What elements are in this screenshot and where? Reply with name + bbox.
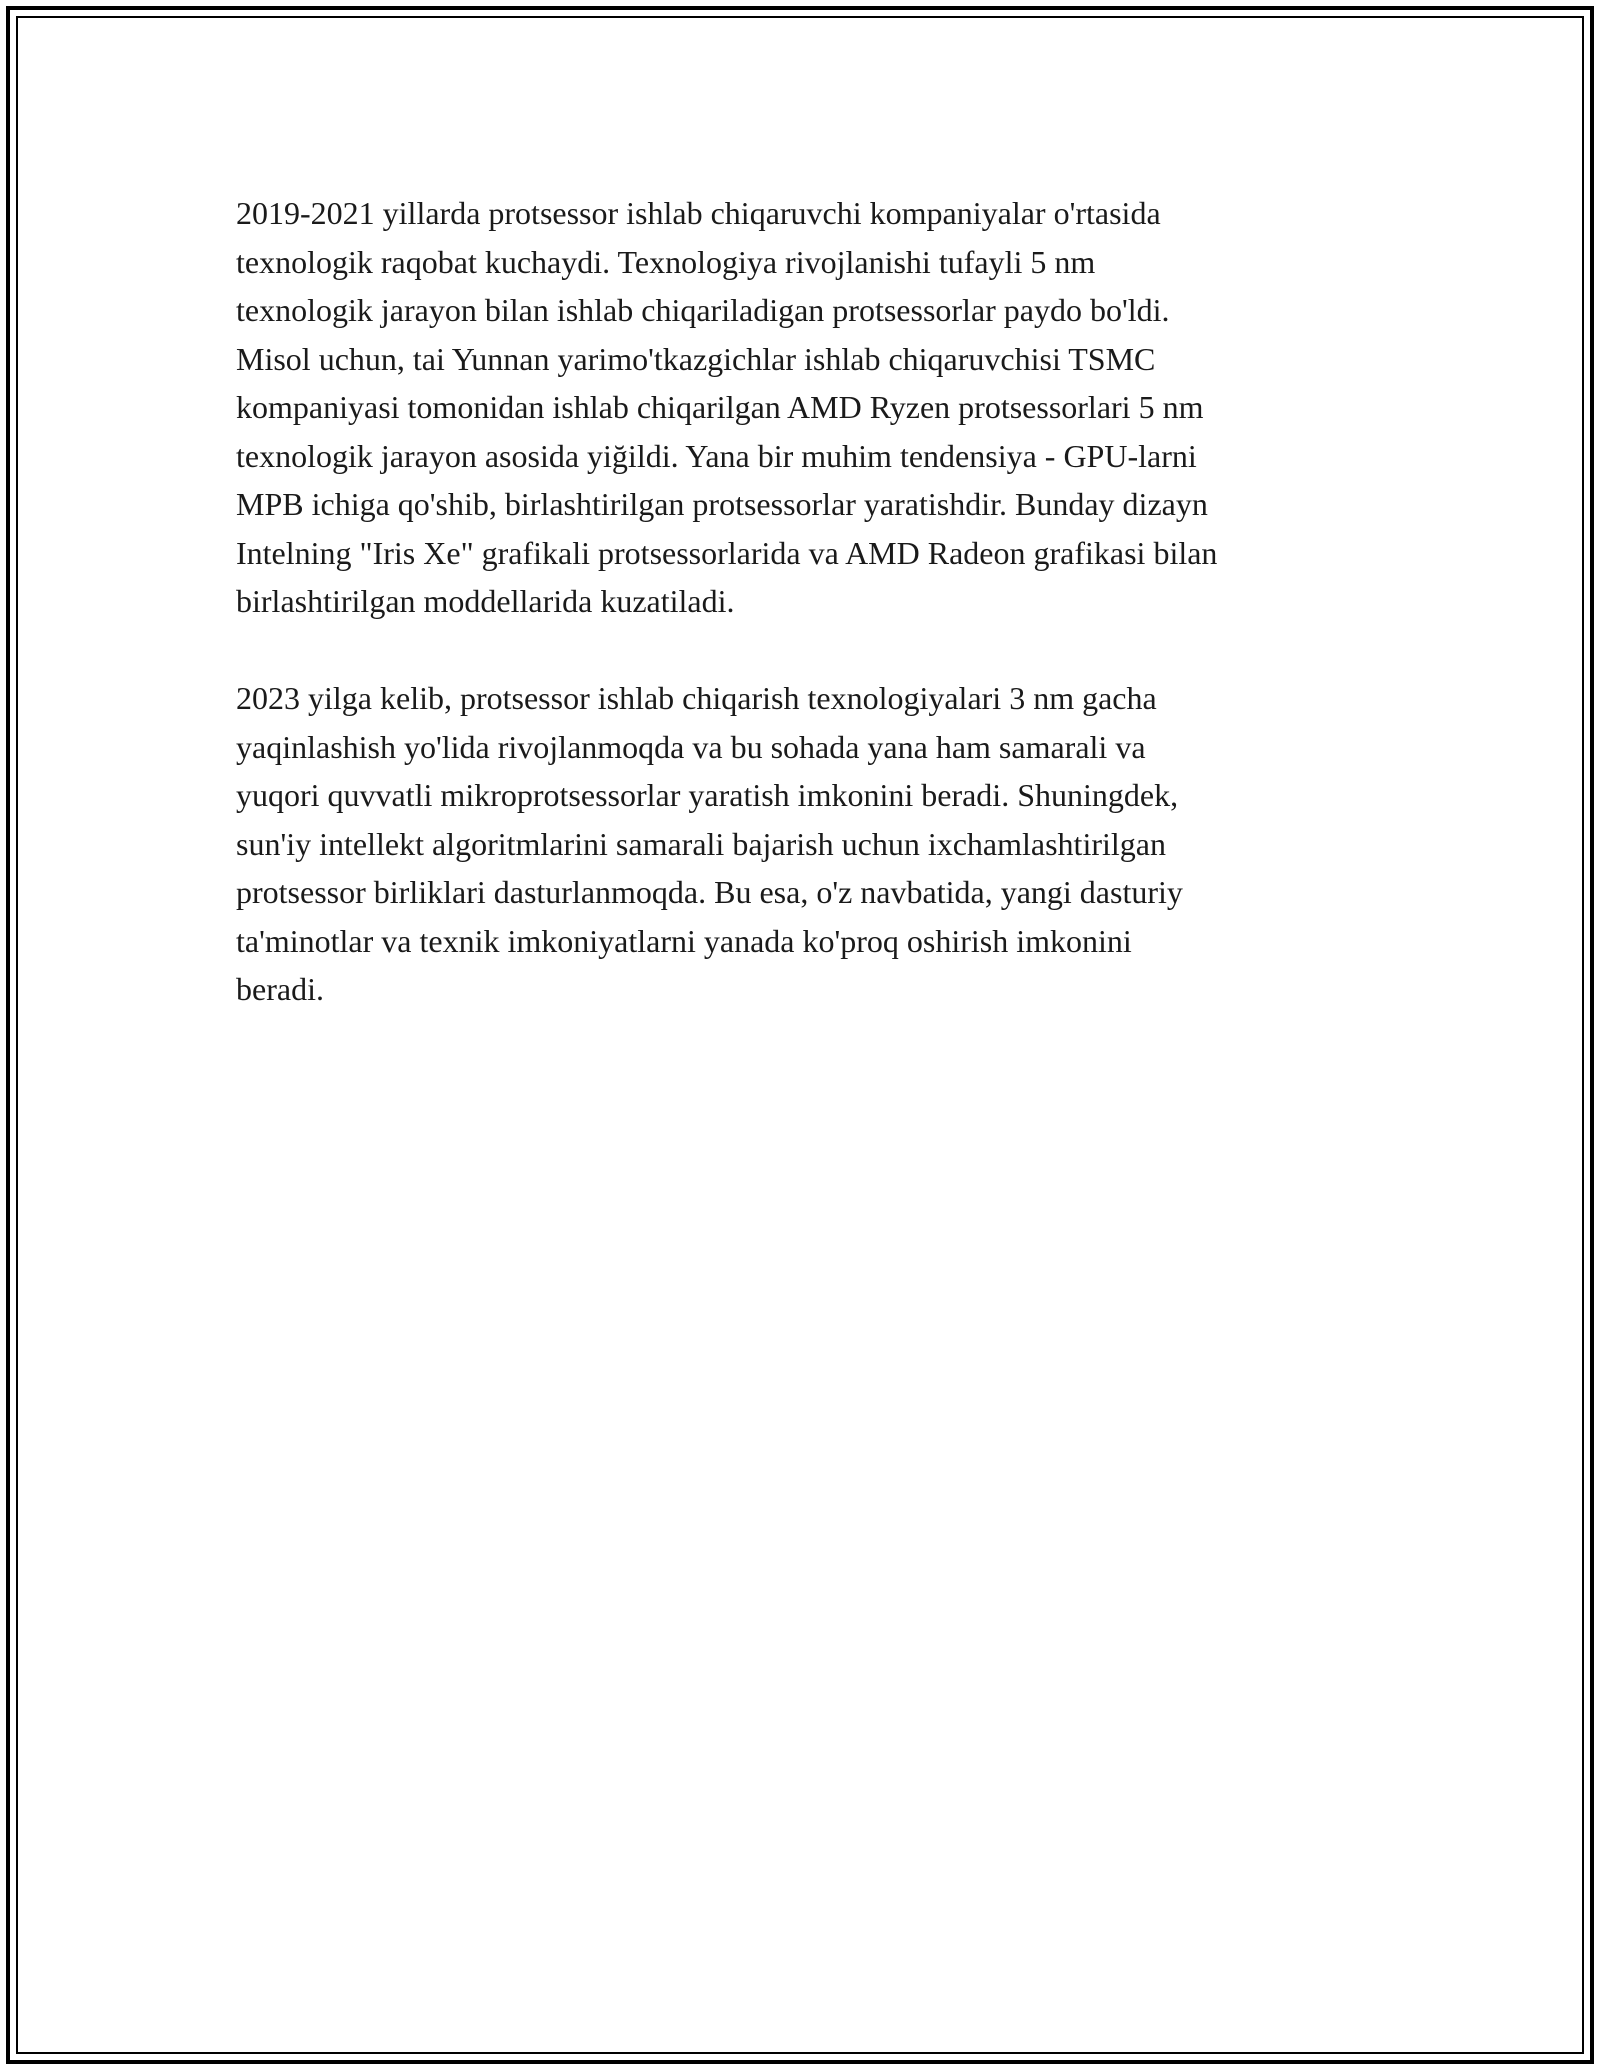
paragraph-processor-technology-2023: 2023 yilga kelib, protsessor ishlab chiqarish texnologiyalari 3 nm gacha yaqinlashish yo'lida rivojlanmoqda va bu sohada yana ham samarali va yuqori quvvatli mikroprotsessorlar yaratish imkonini beradi. Shuningdek, sun'iy intellekt algoritmlarini samarali bajarish uchun ixchamlashtirilgan protsessor birliklari dasturlanmoqda. Bu esa, o'z navbatida, yangi dasturiy ta'minotlar va texnik imkoniyatlarni yanada ko'proq oshirish imkonini beradi. bbox=[236, 680, 1183, 1007]
paragraph-processor-competition-2019-2021: 2019-2021 yillarda protsessor ishlab chiqaruvchi kompaniyalar o'rtasida texnologik raqobat kuchaydi. Texnologiya rivojlanishi tufayli 5 nm texnologik jarayon bilan ishlab chiqariladigan protsessorlar paydo bo'ldi. Misol uchun, tai Yunnan yarimo'tkazgichlar ishlab chiqaruvchisi TSMC kompaniyasi tomonidan ishlab chiqarilgan AMD Ryzen protsessorlari 5 nm texnologik jarayon asosida yiğildi. Yana bir muhim tendensiya - GPU-larni MPB ichiga qo'shib, birlashtirilgan protsessorlar yaratishdir. Bunday dizayn Intelning "Iris Xe" grafikali protsessorlarida va AMD Radeon grafikasi bilan birlashtirilgan moddellarida kuzatiladi. bbox=[236, 195, 1218, 619]
page-content bbox=[236, 189, 1386, 1014]
